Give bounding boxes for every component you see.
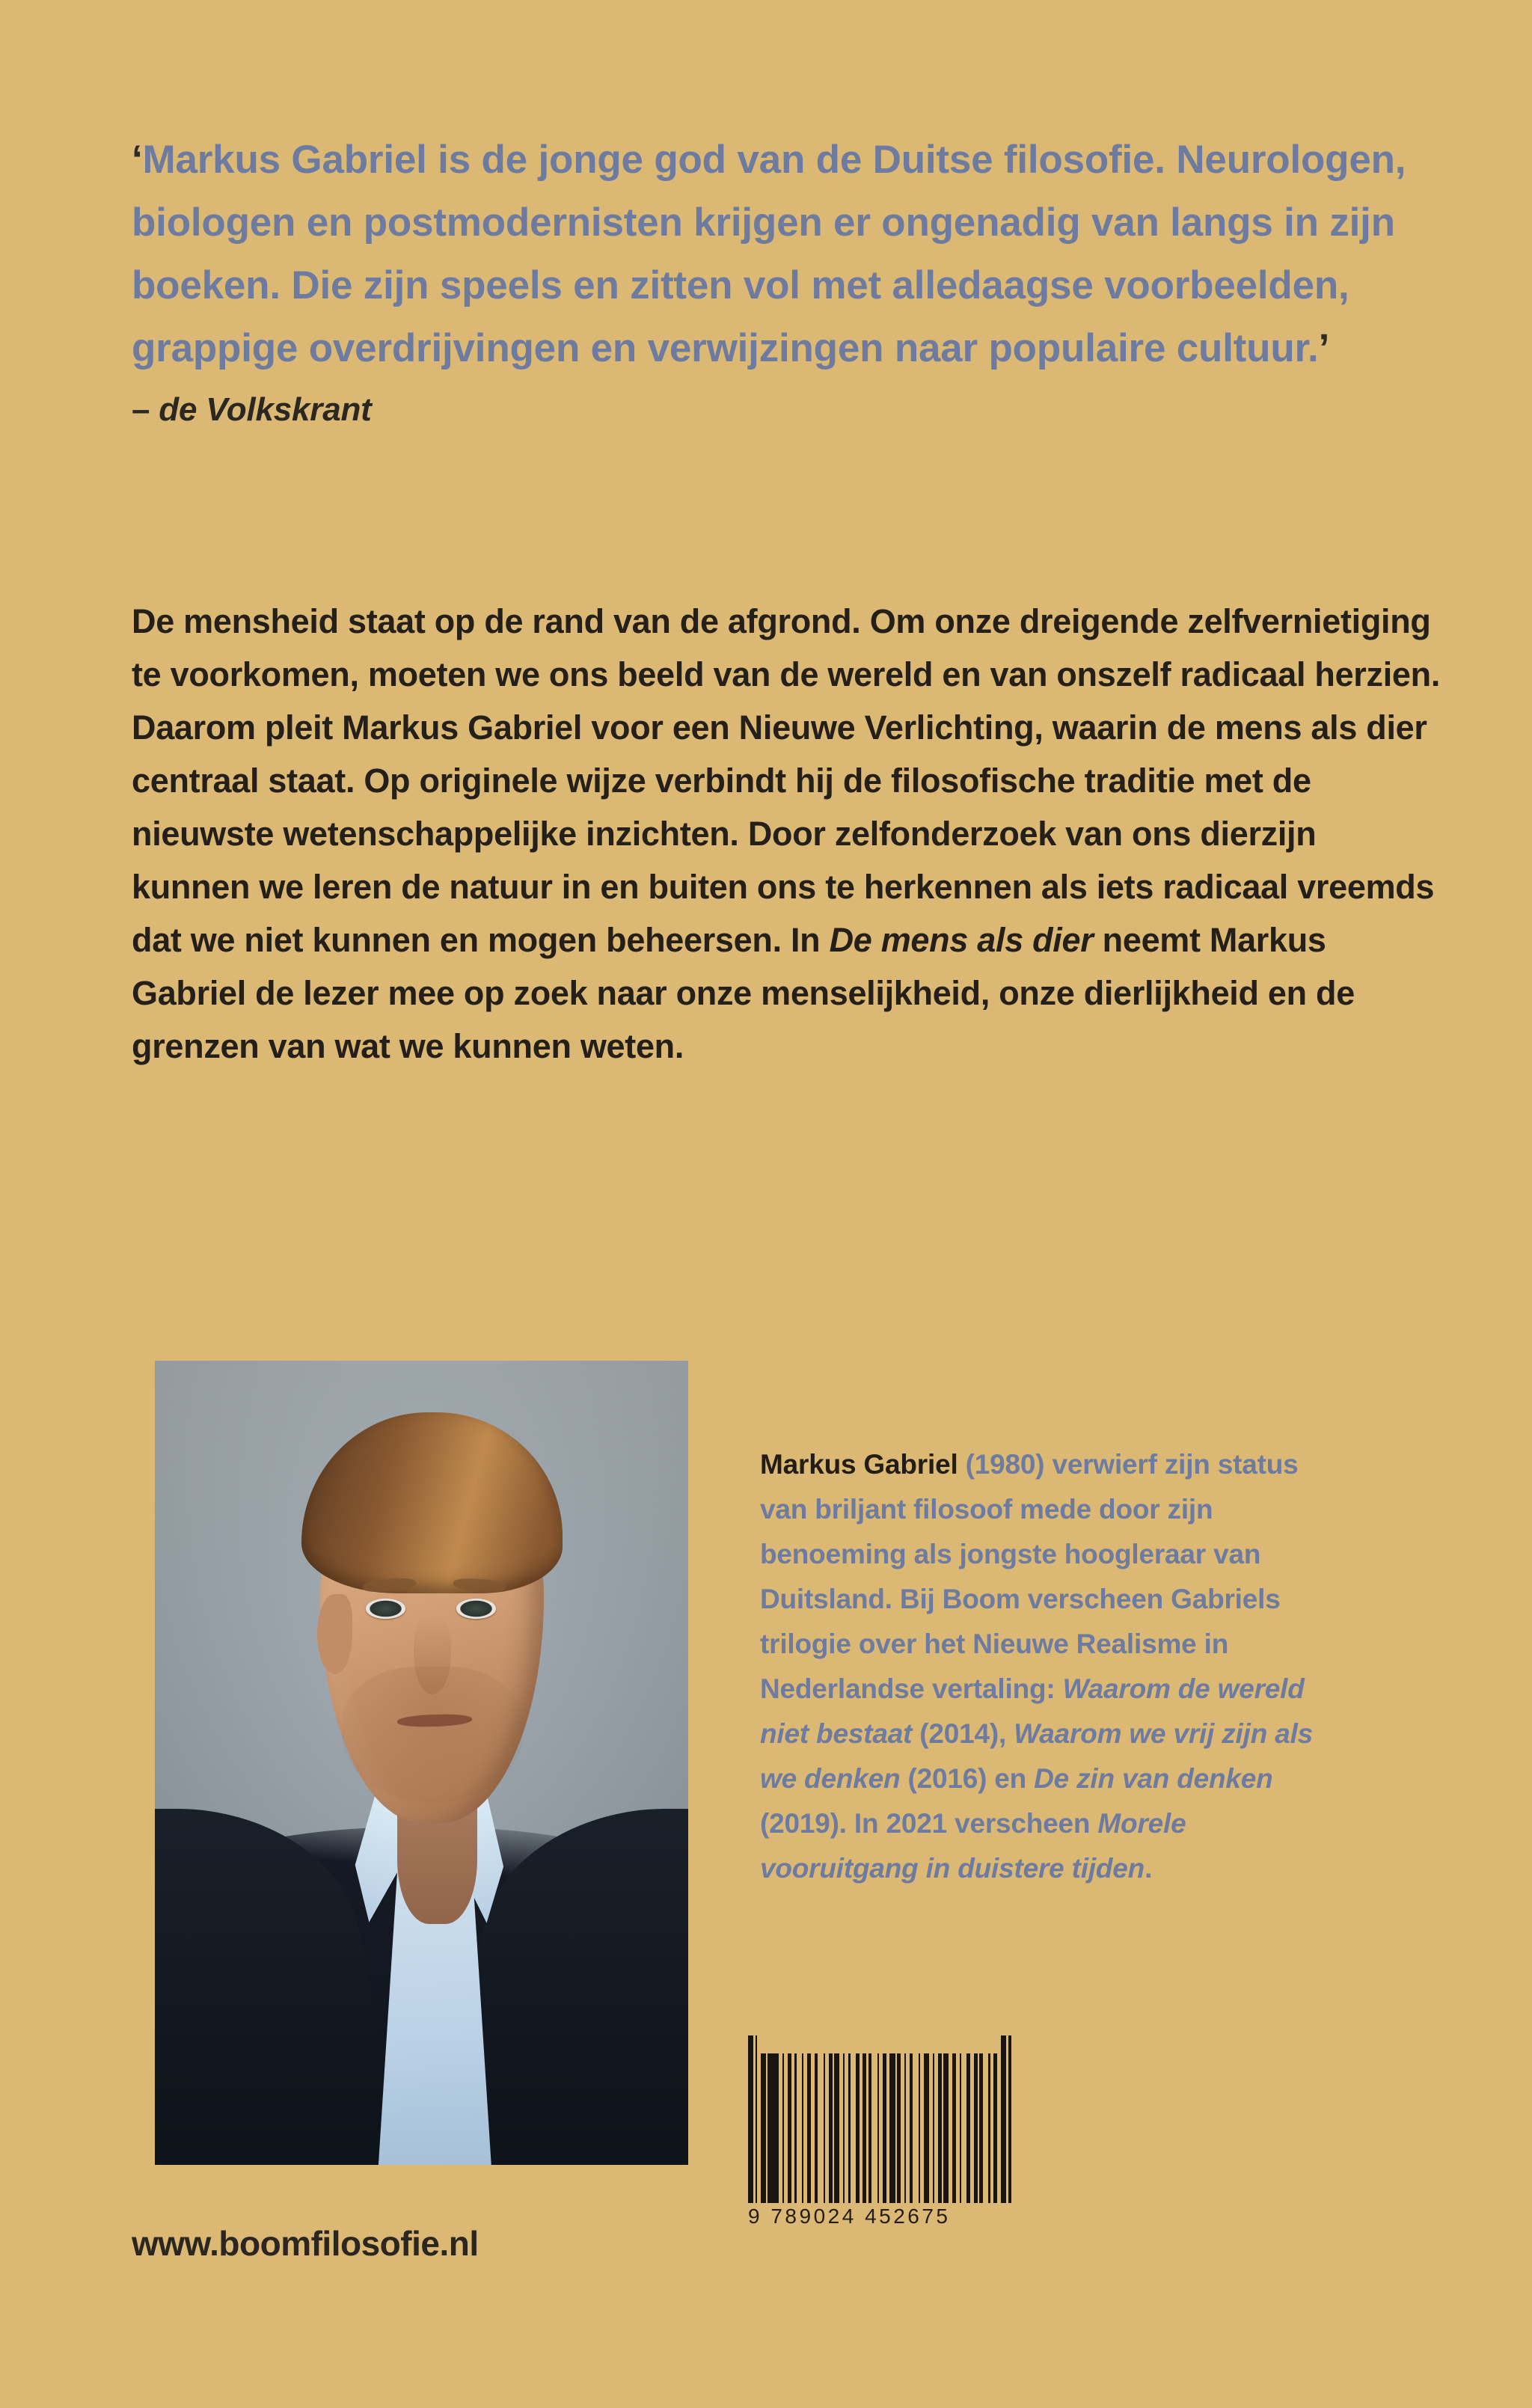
barcode-bars <box>748 2053 1077 2203</box>
portrait-eye-right <box>456 1599 496 1619</box>
author-bio-block <box>760 1442 1343 1891</box>
portrait-hair <box>301 1412 563 1593</box>
publisher-website[interactable]: www.boomfilosofie.nl <box>132 2224 479 2263</box>
review-quote-source: – de Volkskrant <box>132 391 372 428</box>
review-quote-text: ‘Markus Gabriel is de jonge god van de Duitse filosofie. Neurologen, biologen en postmodernisten krijgen er ongenadig van langs in zijn boeken. Die zijn speels en zitten vol met alledaagse voorbeelden, grappige overdrijvingen en verwijzingen naar populaire cultuur.’ <box>132 138 1406 370</box>
portrait-ear <box>317 1594 352 1675</box>
author-bio-text: Markus Gabriel (1980) verwierf zijn status van briljant filosoof mede door zijn benoeming als jongste hoogleraar van Duitsland. Bij Boom verscheen Gabriels trilogie over het Nieuwe Realisme in Nederlandse vertaling: Waarom de wereld niet bestaat (2014), Waarom we vrij zijn als we denken (2016) en De zin van denken (2019). In 2021 verscheen Morele vooruitgang in duistere tijden. <box>760 1449 1314 1884</box>
portrait-nose <box>414 1614 451 1695</box>
book-blurb-block <box>132 595 1441 1073</box>
barcode-digits: 9 789024 452675 <box>748 2205 951 2228</box>
book-blurb-text: De mensheid staat op de rand van de afgrond. Om onze dreigende zelfvernietiging te voorkomen, moeten we ons beeld van de wereld en van onszelf radicaal herzien. Daarom pleit Markus Gabriel voor een Nieuwe Verlichting, waarin de mens als dier centraal staat. Op originele wijze verbindt hij de filosofische traditie met de nieuwste wetenschappelijke inzichten. Door zelfonderzoek van ons dierzijn kunnen we leren de natuur in en buiten ons te herkennen als iets radicaal vreemds dat we niet kunnen en mogen beheersen. In De mens als dier neemt Markus Gabriel de lezer mee op zoek naar onze menselijkheid, onze dierlijkheid en de grenzen van wat we kunnen weten. <box>132 602 1441 1065</box>
review-quote-block <box>132 129 1433 431</box>
portrait-image <box>155 1361 688 2165</box>
isbn-barcode <box>748 2053 1077 2228</box>
author-portrait-photo <box>155 1361 688 2165</box>
portrait-eye-left <box>366 1599 405 1619</box>
